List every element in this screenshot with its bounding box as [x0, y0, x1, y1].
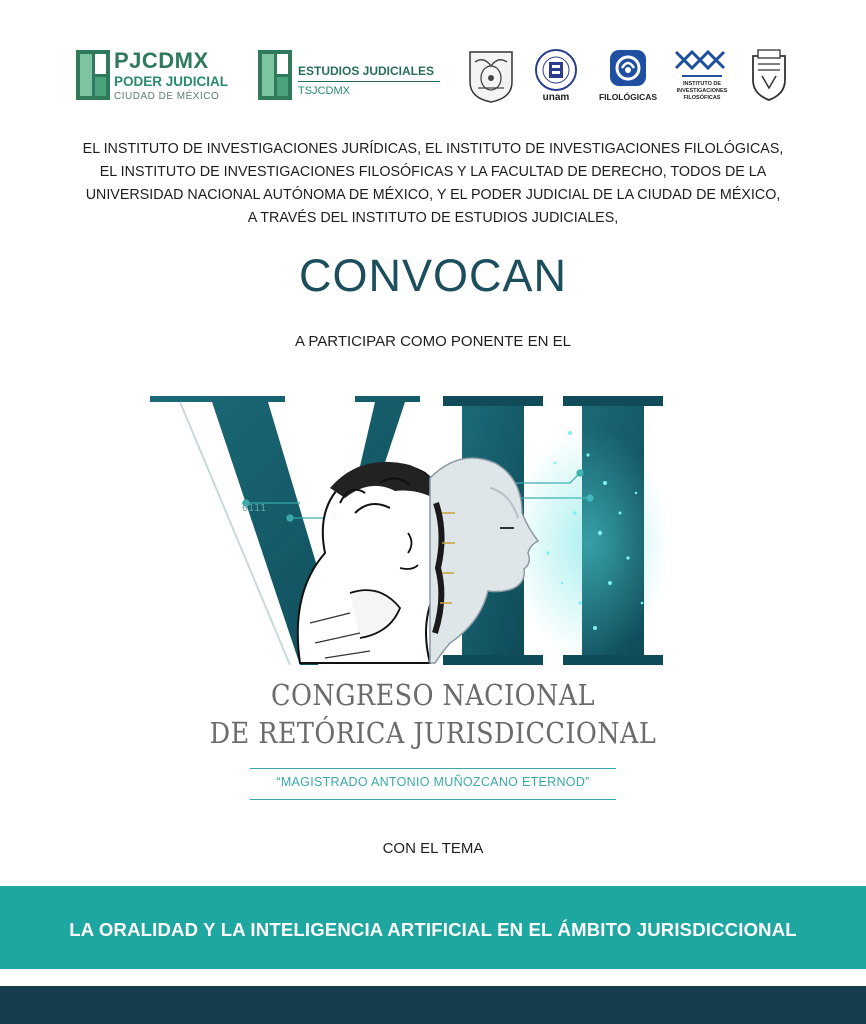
- intro-line-2: EL INSTITUTO DE INVESTIGACIONES FILOSÓFICAS Y LA FACULTAD DE DERECHO, TODOS DE LA: [99, 164, 767, 180]
- theme-banner: [0, 886, 866, 969]
- intro-line-4: A TRAVÉS DEL INSTITUTO DE ESTUDIOS JUDICIALES,: [247, 210, 619, 226]
- intro-line-3: UNIVERSIDAD NACIONAL AUTÓNOMA DE MÉXICO, Y EL PODER JUDICIAL DE LA CIUDAD DE MÉXICO,: [85, 187, 781, 203]
- derecho-shield-icon: [750, 48, 788, 102]
- congress-title: [52, 676, 814, 752]
- pjcdmx-line2: PODER JUDICIAL: [114, 74, 229, 89]
- filologicas-mark-icon: [603, 48, 653, 92]
- filosoficas-label-3: FILOSÓFICAS: [683, 95, 721, 101]
- filosoficas-logo: [672, 48, 732, 101]
- convocan-heading: CONVOCAN: [298, 250, 568, 301]
- filosoficas-label-1: INSTITUTO DE: [682, 81, 722, 87]
- footer-band: [0, 986, 866, 1024]
- pjcdmx-emblem-icon: [76, 50, 110, 100]
- filosoficas-label-2: INVESTIGACIONES: [676, 88, 728, 94]
- unam-crest-logo: [466, 48, 516, 104]
- filosoficas-mark-icon: [672, 48, 732, 82]
- juridicas-label: unam: [542, 92, 570, 103]
- edition-hero-graphic: [150, 393, 670, 668]
- estudios-sub: TSJCDMX: [298, 85, 350, 97]
- intro-line-1: EL INSTITUTO DE INVESTIGACIONES JURÍDICAS, EL INSTITUTO DE INVESTIGACIONES FILOLÓGICAS,: [82, 141, 784, 157]
- estudios-name: ESTUDIOS JUDICIALES: [298, 64, 435, 78]
- tema-label: CON EL TEMA: [382, 840, 484, 857]
- svg-text:0111: 0111: [242, 503, 267, 514]
- estudios-judiciales-logo: [258, 48, 448, 106]
- juridicas-logo: [532, 48, 580, 104]
- estudios-divider: [298, 81, 440, 82]
- congress-title-line-1: CONGRESO NACIONAL: [270, 678, 596, 712]
- classical-bust-illustration: [298, 462, 445, 663]
- estudios-emblem-icon: [258, 50, 292, 100]
- derecho-shield-logo: [750, 48, 788, 102]
- filologicas-label: FILOLÓGICAS: [598, 92, 658, 102]
- filologicas-logo: [598, 48, 658, 102]
- logos-row: [0, 40, 866, 110]
- congress-title-line-2: DE RETÓRICA JURISDICCIONAL: [209, 716, 657, 750]
- unam-crest-icon: [466, 48, 516, 104]
- honor-name: “MAGISTRADO ANTONIO MUÑOZCANO ETERNOD”: [276, 775, 590, 789]
- pjcdmx-name: PJCDMX: [114, 48, 209, 73]
- pjcdmx-logo: [76, 48, 236, 106]
- intro-paragraph: [40, 138, 826, 230]
- theme-title: LA ORALIDAD Y LA INTELIGENCIA ARTIFICIAL EN EL ÁMBITO JURISDICCIONAL: [69, 919, 797, 940]
- participar-text: A PARTICIPAR COMO PONENTE EN EL: [295, 333, 571, 350]
- pjcdmx-line3: CIUDAD DE MÉXICO: [114, 91, 220, 102]
- honor-box: [250, 768, 616, 800]
